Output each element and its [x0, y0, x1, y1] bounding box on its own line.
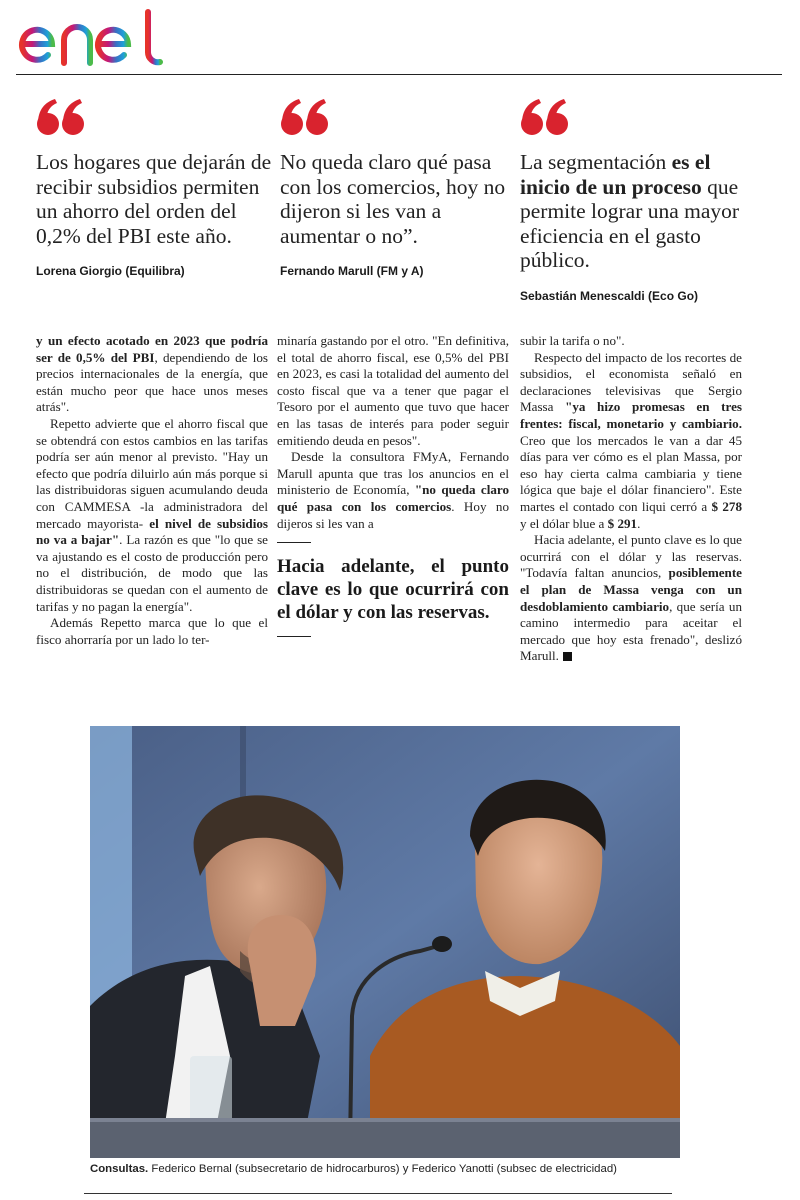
article-column-3	[520, 333, 742, 665]
photo-caption: Consultas. Federico Bernal (subsecretario de hidrocarburos) y Federico Yanotti (subsec de electricidad)	[90, 1163, 617, 1175]
paragraph: minaría gastando por el otro. "En definitiva, el total de ahorro fiscal, ese 0,5% del PBI en 2023, es casi la totalidad del aumento del costo fiscal que va a tener que pagar el Tesoro por el aumento que tuvo que hacer en las tasas de interés para poder seguir emitiendo deuda en pesos".	[277, 333, 509, 448]
paragraph: Repetto advierte que el ahorro fiscal que se obtendrá con estos cambios en las tarifas podría ser aún menor al previsto. "Hay un efecto que podría diluirlo aún más porque si las distribuidoras siguen acumulando deuda con CAMMESA -la administradora del mercado mayorista- el nivel de subsidios no va a bajar". La razón es que "lo que se va ajustando es el costo de producción pero no el distribución, de modo que las distribuidoras se quedan con el aumento de tarifas y no pagan la energía".	[36, 415, 268, 614]
quote-author: Sebastián Menescaldi (Eco Go)	[520, 288, 699, 303]
article-column-1	[36, 333, 268, 648]
photo-illustration	[90, 726, 680, 1158]
news-photo	[90, 726, 680, 1158]
paragraph: Desde la consultora FMyA, Fernando Marull apunta que tras los anuncios en el ministerio de Economía, "no queda claro qué pasa con los comercios. Hoy no dijeros si les van a	[277, 449, 510, 531]
quote-mark-icon	[520, 98, 570, 136]
quote-mark-icon	[36, 98, 86, 136]
quote-mark-icon	[280, 98, 330, 136]
quote-text: Los hogares que dejarán de recibir subsidios permiten un ahorro del orden del 0,2% del PBI este año.	[36, 150, 272, 248]
paragraph: Respecto del impacto de los recortes de subsidios, el economista señaló en declaraciones televisivas que Sergio Massa "ya hizo promesas en tres frentes: fiscal, monetario y cambiario. Creo que los mercados le van a dar 45 días para ver cómo es el plan Massa, por eso hay cierta calma cambiaria y tiene lógica que baje el dólar financiero". Este martes el contado con liqui cerró a $ 278 y el dólar blue a $ 291.	[520, 349, 742, 531]
quote-block-2	[280, 98, 516, 278]
article-column-2	[277, 333, 509, 637]
quote-text: La segmentación es el inicio de un proceso que permite lograr una mayor eficiencia en el gasto público.	[520, 150, 740, 272]
footer-rule	[84, 1193, 672, 1194]
end-of-article-icon	[563, 652, 572, 661]
pull-quote: Hacia adelante, el punto clave es lo que ocurrirá con el dólar y con las reservas.	[277, 556, 509, 624]
quote-author: Fernando Marull (FM y A)	[280, 264, 424, 278]
pull-quote-rule	[277, 542, 311, 543]
quote-block-1	[36, 98, 272, 278]
paragraph: Hacia adelante, el punto clave es lo que ocurrirá con el dólar y las reservas. "Todavía faltan anuncios, posiblemente el plan de Massa venga con un desdoblamiento cambiario, que sería un camino intermedio para aceitar el mercado que hoy esta frenado", deslizó Marull.	[520, 532, 742, 664]
quote-text: No queda claro qué pasa con los comercios, hoy no dijeron si les van a aumentar o no”.	[280, 150, 506, 248]
enel-logo	[18, 8, 168, 66]
pull-quote-rule	[277, 636, 311, 637]
quote-block-3	[520, 98, 760, 303]
paragraph: y un efecto acotado en 2023 que podría ser de 0,5% del PBI, dependiendo de los precios internacionales de la energía, que están mucho peor que hace unos meses atrás".	[36, 333, 268, 415]
paragraph: subir la tarifa o no".	[520, 333, 625, 348]
quote-author: Lorena Giorgio (Equilibra)	[36, 264, 185, 278]
paragraph: Además Repetto marca que lo que el fisco ahorraría por un lado lo ter-	[36, 615, 268, 647]
header-rule	[16, 74, 782, 75]
